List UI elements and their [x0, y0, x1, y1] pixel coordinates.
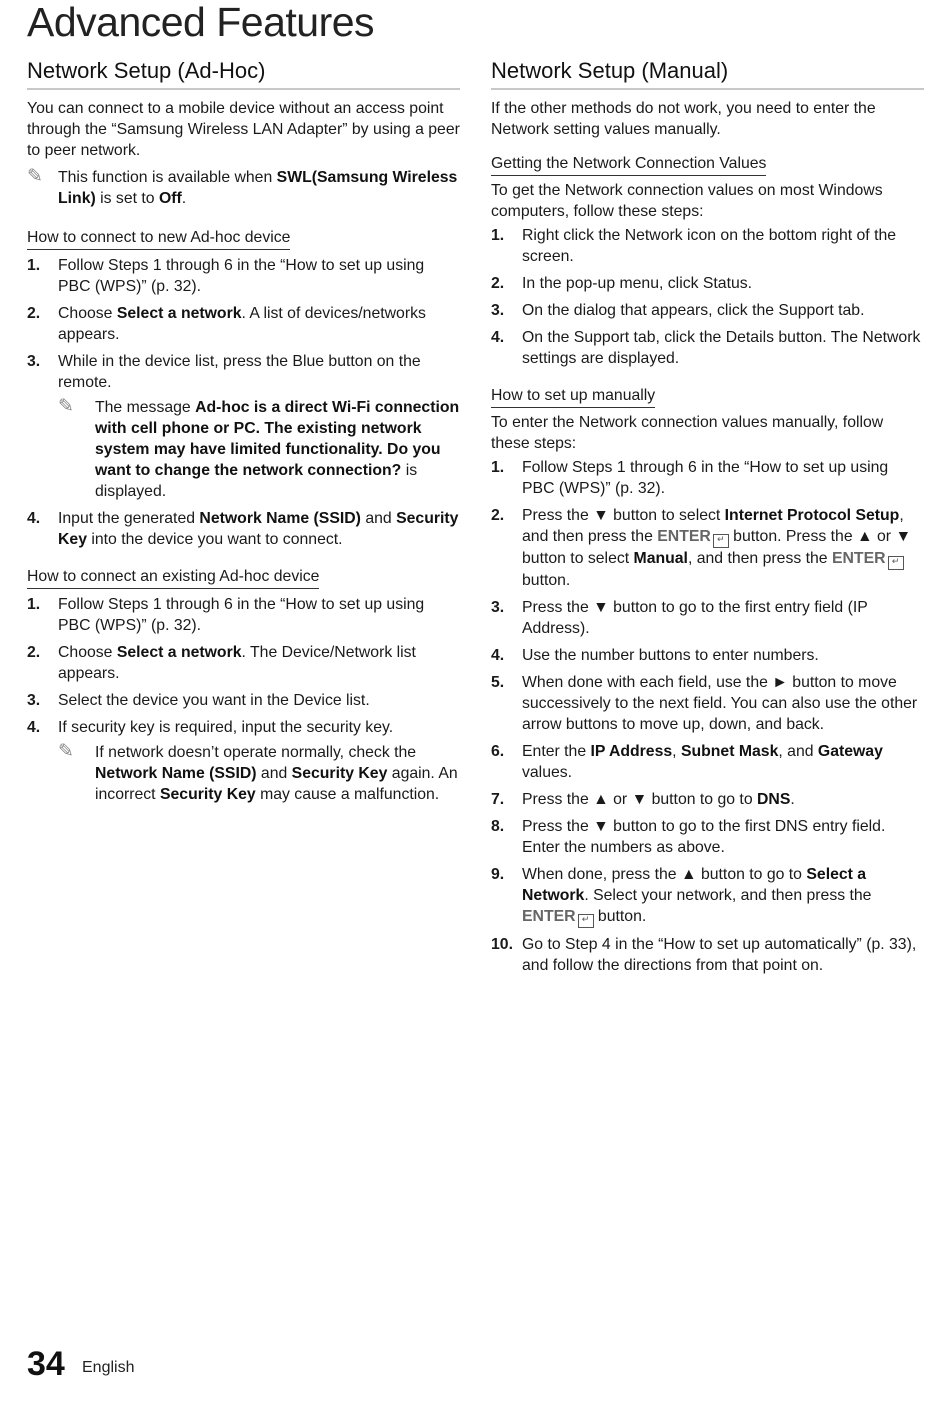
- step-note: [58, 742, 460, 805]
- step-text: Input the generated: [58, 510, 200, 527]
- note-text: again. An incorrect: [95, 765, 458, 803]
- step-text: On the dialog that appears, click the Support tab.: [522, 302, 865, 319]
- note-text: The message: [95, 399, 196, 416]
- list-item: [491, 505, 924, 591]
- step-text: button.: [593, 908, 647, 925]
- step-note: [58, 397, 460, 502]
- step-number: 3.: [491, 599, 505, 616]
- step-bold: Subnet Mask: [680, 743, 779, 760]
- step-text: ,: [672, 743, 681, 760]
- note-pencil-icon: ✎: [58, 740, 74, 762]
- note-bold: SWL(Samsung Wireless Link): [58, 169, 458, 207]
- step-text: Go to Step 4 in the “How to set up automatically” (p. 33), and follow the directions from that point on.: [522, 936, 917, 974]
- list-item: [491, 225, 924, 267]
- right-column: [491, 58, 924, 982]
- step-text: Press the ▼ button to go to the first DNS entry field. Enter the numbers as above.: [522, 818, 886, 856]
- step-text: .: [790, 791, 795, 808]
- note-text: is set to: [95, 190, 159, 207]
- step-text: , and: [778, 743, 818, 760]
- step-number: 1.: [27, 257, 41, 274]
- step-bold: IP Address: [590, 743, 673, 760]
- note-pencil-icon: ✎: [58, 395, 74, 417]
- subheading-setup-manually: How to set up manually: [491, 386, 655, 408]
- enter-label: ENTER: [522, 908, 576, 925]
- step-number: 4.: [27, 510, 41, 527]
- page-language: English: [82, 1359, 135, 1376]
- subheading-wrap: [27, 228, 460, 250]
- list-item: [27, 255, 460, 297]
- step-text: . A list of devices/networks appears.: [58, 305, 426, 343]
- steps-connection-values: [491, 225, 924, 369]
- step-number: 2.: [491, 507, 505, 524]
- list-item: [491, 934, 924, 976]
- list-item: [27, 594, 460, 636]
- connection-values-intro: To get the Network connection values on most Windows computers, follow these steps:: [491, 182, 883, 220]
- list-item: [491, 597, 924, 639]
- list-item: [491, 789, 924, 810]
- step-bold: Internet Protocol Setup: [724, 507, 900, 524]
- subheading-wrap: [491, 154, 924, 176]
- list-item: [27, 717, 460, 805]
- step-text: into the device you want to connect.: [86, 531, 343, 548]
- list-item: [491, 645, 924, 666]
- step-text: Press the ▼ button to select: [522, 507, 725, 524]
- step-number: 1.: [491, 459, 505, 476]
- adhoc-note: [27, 167, 460, 209]
- enter-key-icon: ↵: [713, 534, 729, 548]
- steps-new-adhoc: [27, 255, 460, 550]
- steps-existing-adhoc: [27, 594, 460, 805]
- step-text: button. Press the ▲ or ▼ button to select: [522, 528, 912, 567]
- manual-intro: If the other methods do not work, you need to enter the Network setting values manually.: [491, 100, 876, 138]
- step-text: When done, press the ▲ button to go to: [522, 866, 807, 883]
- list-item: [27, 690, 460, 711]
- subheading-connection-values: Getting the Network Connection Values: [491, 154, 766, 176]
- subheading-new-adhoc: How to connect to new Ad-hoc device: [27, 228, 290, 250]
- step-bold: Select a network: [116, 305, 242, 322]
- step-number: 1.: [27, 596, 41, 613]
- step-text: Select the device you want in the Device list.: [58, 692, 370, 709]
- step-number: 3.: [27, 353, 41, 370]
- list-item: [491, 672, 924, 735]
- note-text: may cause a malfunction.: [255, 786, 440, 803]
- step-number: 2.: [27, 305, 41, 322]
- note-text: and: [256, 765, 292, 782]
- note-bold: Off: [158, 190, 182, 207]
- step-bold: Network Name (SSID): [199, 510, 361, 527]
- step-text: , and then press the: [522, 507, 904, 545]
- note-text: is displayed.: [95, 462, 418, 500]
- step-number: 4.: [27, 719, 41, 736]
- enter-label: ENTER: [831, 550, 886, 567]
- step-text: In the pop-up menu, click Status.: [522, 275, 753, 292]
- adhoc-intro: You can connect to a mobile device without an access point through the “Samsung Wireless LAN Adapter” by using a peer to peer network.: [27, 100, 460, 159]
- note-bold: Network Name (SSID): [95, 765, 257, 782]
- list-item: [491, 741, 924, 783]
- page-title: Advanced Features: [27, 0, 375, 45]
- list-item: [491, 327, 924, 369]
- steps-setup-manually: [491, 457, 924, 976]
- step-text: Press the ▲ or ▼ button to go to: [522, 791, 757, 808]
- step-number: 4.: [491, 647, 505, 664]
- step-text: . Select your network, and then press the: [584, 887, 872, 904]
- step-bold: Gateway: [817, 743, 883, 760]
- step-text: Choose: [58, 644, 117, 661]
- step-number: 1.: [491, 227, 505, 244]
- step-text: and: [360, 510, 397, 527]
- left-column: [27, 58, 460, 811]
- enter-key-icon: ↵: [578, 914, 594, 928]
- step-number: 9.: [491, 866, 505, 883]
- list-item: [491, 300, 924, 321]
- note-bold: Ad-hoc is a direct Wi-Fi connection with cell phone or PC. The existing network system may have limited functionality. Do you want to change the network connection?: [95, 399, 460, 479]
- step-text: If security key is required, input the security key.: [58, 719, 394, 736]
- step-text: . The Device/Network list appears.: [58, 644, 416, 682]
- list-item: [491, 273, 924, 294]
- step-text: Choose: [58, 305, 117, 322]
- step-number: 2.: [491, 275, 505, 292]
- page-number: 34: [27, 1345, 65, 1383]
- step-bold: Security Key: [58, 510, 459, 548]
- section-title-manual: Network Setup (Manual): [491, 58, 924, 90]
- step-text: Follow Steps 1 through 6 in the “How to set up using PBC (WPS)” (p. 32).: [522, 459, 889, 497]
- step-number: 7.: [491, 791, 505, 808]
- step-text: Use the number buttons to enter numbers.: [522, 647, 819, 664]
- note-bold: Security Key: [159, 786, 256, 803]
- note-text: .: [181, 190, 187, 207]
- list-item: [27, 351, 460, 502]
- step-bold: Manual: [633, 550, 688, 567]
- step-text: Follow Steps 1 through 6 in the “How to set up using PBC (WPS)” (p. 32).: [58, 596, 425, 634]
- list-item: [27, 642, 460, 684]
- step-text: On the Support tab, click the Details button. The Network settings are displayed.: [522, 329, 921, 367]
- step-text: Enter the: [522, 743, 591, 760]
- subheading-wrap: [27, 567, 460, 589]
- note-text: If network doesn’t operate normally, check the: [95, 744, 417, 761]
- step-text: Follow Steps 1 through 6 in the “How to set up using PBC (WPS)” (p. 32).: [58, 257, 425, 295]
- step-text: , and then press the: [687, 550, 832, 567]
- step-text: Right click the Network icon on the bottom right of the screen.: [522, 227, 897, 265]
- step-number: 3.: [27, 692, 41, 709]
- step-bold: Select a network: [116, 644, 242, 661]
- step-number: 2.: [27, 644, 41, 661]
- step-text: Press the ▼ button to go to the first entry field (IP Address).: [522, 599, 868, 637]
- subheading-existing-adhoc: How to connect an existing Ad-hoc device: [27, 567, 319, 589]
- setup-manually-intro: To enter the Network connection values manually, follow these steps:: [491, 414, 884, 452]
- step-text: button.: [522, 572, 571, 589]
- step-text: values.: [522, 764, 573, 781]
- step-number: 3.: [491, 302, 505, 319]
- subheading-wrap: [491, 386, 924, 408]
- list-item: [491, 816, 924, 858]
- list-item: [491, 457, 924, 499]
- list-item: [27, 508, 460, 550]
- step-number: 6.: [491, 743, 505, 760]
- step-bold: DNS: [757, 791, 791, 808]
- note-pencil-icon: ✎: [27, 165, 43, 187]
- list-item: [491, 864, 924, 928]
- step-text: When done with each field, use the ► button to move successively to the next field. You can also use the other arrow buttons to move up, down, and back.: [522, 674, 918, 733]
- enter-key-icon: ↵: [888, 556, 904, 570]
- step-bold: Select a Network: [522, 866, 867, 904]
- list-item: [27, 303, 460, 345]
- note-bold: Security Key: [291, 765, 388, 782]
- enter-label: ENTER: [657, 528, 711, 545]
- section-title-adhoc: Network Setup (Ad-Hoc): [27, 58, 460, 90]
- step-number: 4.: [491, 329, 505, 346]
- step-number: 8.: [491, 818, 505, 835]
- step-number: 5.: [491, 674, 505, 691]
- step-number: 10.: [491, 936, 513, 953]
- note-text: This function is available when: [58, 169, 277, 186]
- step-text: While in the device list, press the Blue button on the remote.: [58, 353, 421, 391]
